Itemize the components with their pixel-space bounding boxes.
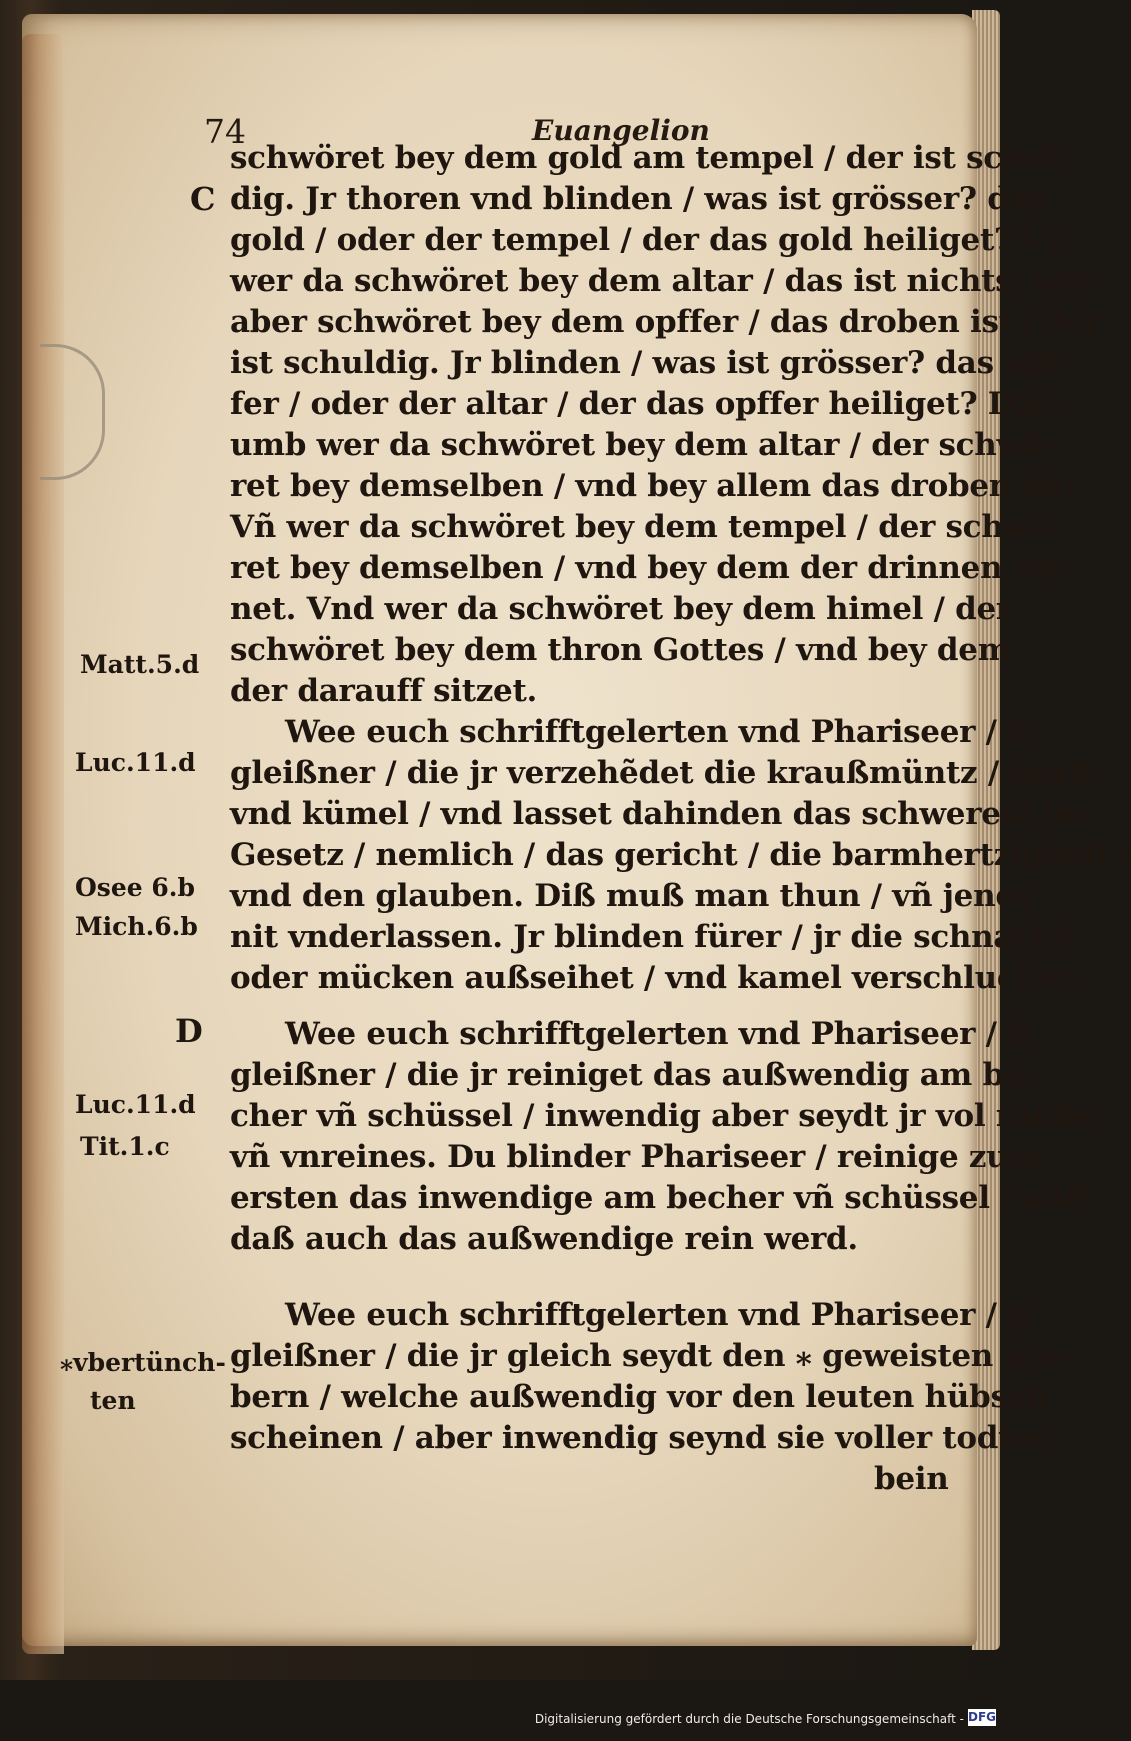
text-line: gold / oder der tempel / der das gold heiliget? Vñ [230, 222, 1069, 258]
text-line: cher vñ schüssel / inwendig aber seydt jr vol raubs [230, 1098, 1093, 1134]
text-line: Gesetz / nemlich / das gericht / die barmhertzigkeit / [230, 837, 1131, 873]
text-line: nit vnderlassen. Jr blinden fürer / jr die schnackẽ [230, 919, 1073, 955]
dfg-logo: DFG [968, 1710, 997, 1724]
text-line: der darauff sitzet. [230, 673, 537, 709]
section-letter-d: D [175, 1012, 203, 1050]
text-line: vnd den glauben. Diß muß man thun / vñ jenes [230, 878, 1032, 914]
text-line: schwöret bey dem gold am tempel / der ist schul- [230, 140, 1071, 176]
text-line: ist schuldig. Jr blinden / was ist grösser? das opf- [230, 345, 1071, 381]
margin-reference: Matt.5.d [80, 650, 200, 679]
running-head: Euangelion [532, 114, 710, 147]
margin-reference: Luc.11.d [75, 1090, 196, 1119]
text-line: Wee euch schrifftgelerten vnd Phariseer / jr [285, 714, 1035, 750]
catchword: bein [874, 1461, 949, 1497]
margin-reference: Osee 6.b [75, 873, 195, 902]
text-line: bern / welche außwendig vor den leuten hübsch [230, 1379, 1049, 1415]
margin-gloss: ten [90, 1386, 136, 1415]
text-line: ret bey demselben / vnd bey dem der drinnen wo- [230, 550, 1073, 586]
margin-reference: Tit.1.c [80, 1132, 170, 1161]
text-line: dig. Jr thoren vnd blinden / was ist grösser? das [230, 181, 1046, 217]
text-line: Wee euch schrifftgelerten vnd Phariseer / jr [285, 1297, 1035, 1333]
digitization-credit: Digitalisierung gefördert durch die Deutsche Forschungsgemeinschaft - [534, 1712, 964, 1726]
scan-footer [0, 1680, 1000, 1741]
text-line: net. Vnd wer da schwöret bey dem himel / der [230, 591, 1012, 627]
page-number: 74 [204, 112, 246, 151]
text-line: vnd kümel / vnd lasset dahinden das schwerest im [230, 796, 1087, 832]
text-line: oder mücken außseihet / vnd kamel verschlucket. [230, 960, 1081, 996]
section-letter-c: C [190, 180, 216, 218]
text-line: wer da schwöret bey dem altar / das ist nichts: wer [230, 263, 1096, 299]
text-line: scheinen / aber inwendig seynd sie voller todten [230, 1420, 1054, 1456]
margin-reference: Luc.11.d [75, 748, 196, 777]
text-line: schwöret bey dem thron Gottes / vnd bey dem [230, 632, 1011, 668]
text-line: umb wer da schwöret bey dem altar / der schwö- [230, 427, 1056, 463]
text-line: gleißner / die jr gleich seydt den ⁎ geweisten gre- [230, 1338, 1073, 1374]
text-line: Wee euch schrifftgelerten vnd Phariseer / jr [285, 1016, 1035, 1052]
text-line: ret bey demselben / vnd bey allem das droben ist: [230, 468, 1076, 504]
text-line: Vñ wer da schwöret bey dem tempel / der schwö- [230, 509, 1063, 545]
text-line: fer / oder der altar / der das opffer heiliget? Dar- [230, 386, 1063, 422]
text-line: vñ vnreines. Du blinder Phariseer / reinige zum [230, 1139, 1041, 1175]
text-line: gleißner / die jr verzehẽdet die kraußmüntz / änyß [230, 755, 1093, 791]
margin-gloss: ⁎vbertünch- [60, 1348, 226, 1377]
text-line: gleißner / die jr reiniget das außwendig am be- [230, 1057, 1036, 1093]
margin-reference: Mich.6.b [75, 912, 198, 941]
text-line: daß auch das außwendige rein werd. [230, 1221, 858, 1257]
text-line: ersten das inwendige am becher vñ schüssel / auff [230, 1180, 1090, 1216]
text-line: aber schwöret bey dem opffer / das droben ist / der [230, 304, 1102, 340]
